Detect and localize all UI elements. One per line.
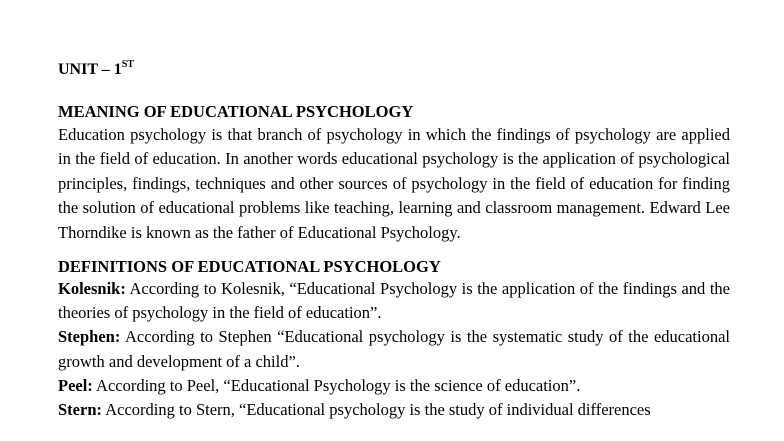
unit-title — [58, 60, 730, 80]
definition-stephen — [58, 325, 730, 373]
definition-author: Kolesnik: — [58, 279, 126, 299]
definition-author: Stephen: — [58, 327, 121, 347]
definition-author: Peel: — [58, 375, 93, 395]
definition-kolesnik — [58, 277, 730, 325]
meaning-paragraph: Education psychology is that branch of psychology in which the findings of psychology are applied in the field of education. In another words educational psychology is the application of psychological principles, findings, techniques and other sources of psychology in the field of education for finding the solution of educational problems like teaching, learning and classroom management. Edward Lee Thorndike is known as the father of Educational Psychology. — [58, 125, 730, 242]
definition-stern — [58, 398, 730, 422]
definitions-heading: DEFINITIONS OF EDUCATIONAL PSYCHOLOGY — [58, 257, 441, 277]
definition-text: According to Stern, “Educational psychology is the study of individual differences — [102, 400, 651, 420]
definition-text: According to Peel, “Educational Psychology is the science of education”. — [92, 375, 581, 395]
meaning-heading: MEANING OF EDUCATIONAL PSYCHOLOGY — [58, 102, 414, 121]
unit-title-superscript: ST — [121, 58, 134, 70]
document-page — [58, 60, 730, 422]
definition-text: According to Stephen “Educational psychology is the systematic study of the educational growth and development of a child”. — [58, 327, 730, 371]
unit-title-text: UNIT – 1 — [58, 61, 122, 78]
definition-text: According to Kolesnik, “Educational Psychology is the application of the findings and the theories of psychology in the field of education”. — [58, 279, 730, 323]
definition-peel — [58, 374, 730, 398]
definition-author: Stern: — [58, 400, 102, 420]
